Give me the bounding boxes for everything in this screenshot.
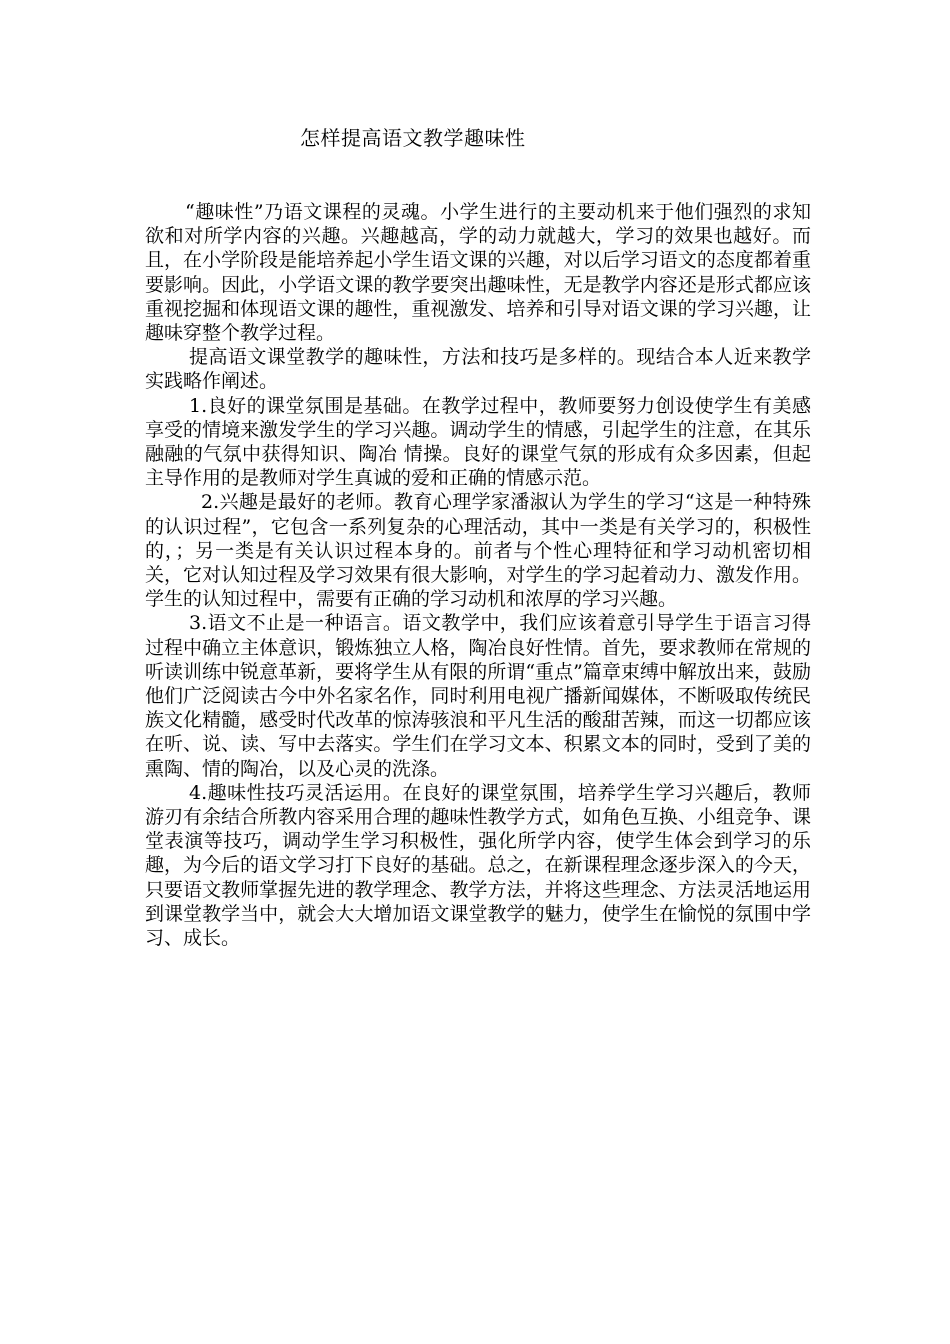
paragraph-point-2: 2.兴趣是最好的老师。教育心理学家潘淑认为学生的学习“这是一种特殊的认识过程”，它包含一系列复杂的心理活动，其中一类是有关学习的，积极性的，；另一类是有关认识过程本身的。前者与个性心理特征和学习动机密切相关，它对认知过程及学习效果有很大影响，对学生的学习起着动力、激发作用。学生的认知过程中，需要有正确的学习动机和浓厚的学习兴趣。 [145, 491, 811, 611]
paragraph-point-1: 1.良好的课堂氛围是基础。在教学过程中，教师要努力创设使学生有美感享受的情境来激发学生的学习兴趣。调动学生的情感，引起学生的注意，在其乐融融的气氛中获得知识、陶冶 情操。良好的课堂气氛的形成有众多因素，但起主导作用的是教师对学生真诚的爱和正确的情感示范。 [145, 394, 811, 490]
paragraph-methods: 提高语文课堂教学的趣味性，方法和技巧是多样的。现结合本人近来教学实践略作阐述。 [145, 346, 811, 393]
paragraph-point-4: 4.趣味性技巧灵活运用。在良好的课堂氛围，培养学生学习兴趣后，教师游刃有余结合所教内容采用合理的趣味性教学方式，如角色互换、小组竞争、课堂表演等技巧，调动学生学习积极性，强化所学内容，使学生体会到学习的乐趣，为今后的语文学习打下良好的基础。总之，在新课程理念逐步深入的今天，只要语文教师掌握先进的教学理念、教学方法，并将这些理念、方法灵活地运用到课堂教学当中，就会大大增加语文课堂教学的魅力，使学生在愉悦的氛围中学习、成长。 [145, 781, 811, 950]
paragraph-intro: “趣味性”乃语文课程的灵魂。小学生进行的主要动机来于他们强烈的求知欲和对所学内容的兴趣。兴趣越高，学的动力就越大，学习的效果也越好。而且，在小学阶段是能培养起小学生语文课的兴趣，对以后学习语文的态度都着重要影响。因此，小学语文课的教学要突出趣味性，无是教学内容还是形式都应该重视挖掘和体现语文课的趣性，重视激发、培养和引导对语文课的学习兴趣，让趣味穿整个教学过程。 [145, 201, 811, 345]
document-title: 怎样提高语文教学趣味性 [300, 126, 526, 150]
document-body [145, 200, 811, 950]
paragraph-point-3: 3.语文不止是一种语言。语文教学中，我们应该着意引导学生于语言习得过程中确立主体意识，锻炼独立人格，陶冶良好性情。首先，要求教师在常规的听读训练中锐意革新，要将学生从有限的所谓“重点”篇章束缚中解放出来，鼓励他们广泛阅读古今中外名家名作，同时利用电视广播新闻媒体，不断吸取传统民族文化精髓，感受时代改革的惊涛骇浪和平凡生活的酸甜苦辣，而这一切都应该在听、说、读、写中去落实。学生们在学习文本、积累文本的同时，受到了美的熏陶、情的陶冶，以及心灵的洗涤。 [145, 612, 811, 780]
